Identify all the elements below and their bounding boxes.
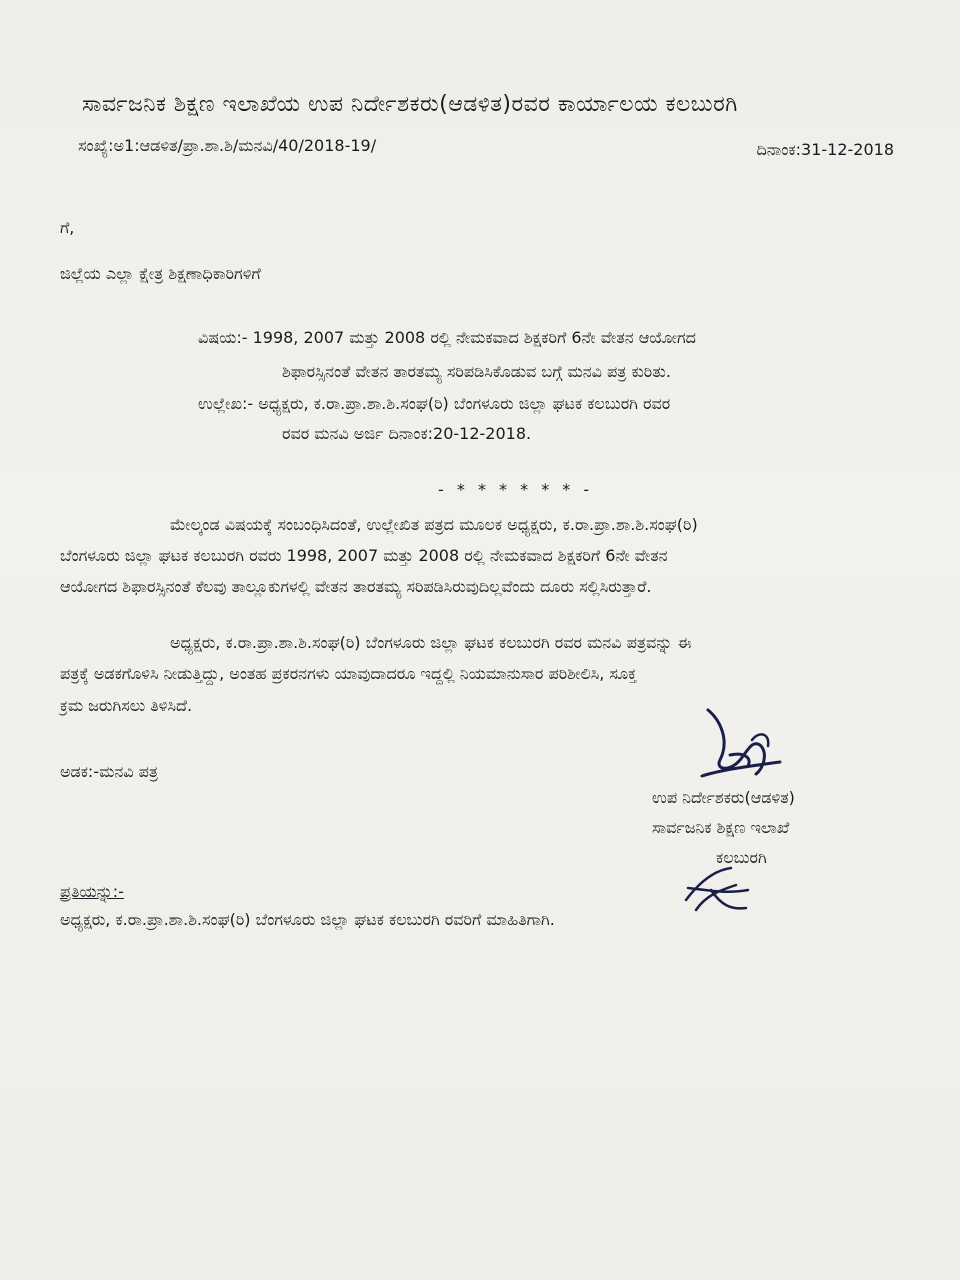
paragraph-2-line-2: ಪತ್ರಕ್ಕೆ ಅಡಕಗೊಳಿಸಿ ನೀಡುತ್ತಿದ್ದು, ಅಂತಹ ಪ್ರಕರನಗಳು ಯಾವುದಾದರೂ ಇದ್ದಲ್ಲಿ ನಿಯಮಾನುಸಾರ ಪರಿಶೀಲಿಸಿ, ಸೂಕ್ತ (60, 664, 637, 683)
copy-to-recipient: ಅಧ್ಯಕ್ಷರು, ಕ.ರಾ.ಪ್ರಾ.ಶಾ.ಶಿ.ಸಂಘ(ರಿ) ಬೆಂಗಳೂರು ಜಿಲ್ಲಾ ಘಟಕ ಕಲಬುರಗಿ ರವರಿಗೆ ಮಾಹಿತಿಗಾಗಿ. (60, 910, 555, 929)
signature-icon (690, 700, 790, 800)
enclosure: ಅಡಕ:-ಮನವಿ ಪತ್ರ (60, 762, 159, 781)
salutation: ಗೆ, (60, 218, 75, 237)
paragraph-1-line-1: ಮೇಲ್ಕಂಡ ವಿಷಯಕ್ಕೆ ಸಂಬಂಧಿಸಿದಂತೆ, ಉಲ್ಲೇಖಿತ ಪತ್ರದ ಮೂಲಕ ಅಧ್ಯಕ್ಷರು, ಕ.ರಾ.ಪ್ರಾ.ಶಾ.ಶಿ.ಸಂಘ(ರಿ) (170, 515, 698, 534)
paragraph-2-line-1: ಅಧ್ಯಕ್ಷರು, ಕ.ರಾ.ಪ್ರಾ.ಶಾ.ಶಿ.ಸಂಘ(ರಿ) ಬೆಂಗಳೂರು ಜಿಲ್ಲಾ ಘಟಕ ಕಲಬುರಗಿ ರವರ ಮನವಿ ಪತ್ರವನ್ನು ಈ (170, 633, 692, 652)
reference-line-2: ರವರ ಮನವಿ ಅರ್ಜಿ ದಿನಾಂಕ:20-12-2018. (282, 424, 532, 443)
paragraph-1-line-3: ಆಯೋಗದ ಶಿಫಾರಸ್ಸಿನಂತೆ ಕೆಲವು ತಾಲ್ಲೂಕುಗಳಲ್ಲಿ ವೇತನ ತಾರತಮ್ಯ ಸರಿಪಡಿಸಿರುವುದಿಲ್ಲವೆಂದು ದೂರು ಸಲ್ಲಿಸಿರುತ್ತಾರೆ. (60, 577, 652, 596)
letter-date: ದಿನಾಂಕ:31-12-2018 (756, 140, 894, 159)
recipient: ಜಿಲ್ಲೆಯ ಎಲ್ಲಾ ಕ್ಷೇತ್ರ ಶಿಕ್ಷಣಾಧಿಕಾರಿಗಳಿಗೆ (60, 264, 261, 283)
office-title: ಸಾರ್ವಜನಿಕ ಶಿಕ್ಷಣ ಇಲಾಖೆಯ ಉಪ ನಿರ್ದೇಶಕರು(ಆಡಳಿತ)ರವರ ಕಾರ್ಯಾಲಯ ಕಲಬುರಗಿ (82, 92, 738, 117)
initials-icon (676, 860, 756, 920)
paragraph-2-line-3: ಕ್ರಮ ಜರುಗಿಸಲು ತಿಳಿಸಿದೆ. (60, 696, 193, 715)
copy-to-label: ಪ್ರತಿಯನ್ನು:- (60, 882, 124, 901)
separator: - * * * * * * - (438, 480, 594, 499)
signatory-place: ಕಲಬುರಗಿ (716, 848, 767, 867)
subject-line-1: ವಿಷಯ:- 1998, 2007 ಮತ್ತು 2008 ರಲ್ಲಿ ನೇಮಕವಾದ ಶಿಕ್ಷಕರಿಗೆ 6ನೇ ವೇತನ ಆಯೋಗದ (198, 328, 696, 347)
reference-line-1: ಉಲ್ಲೇಖ:- ಅಧ್ಯಕ್ಷರು, ಕ.ರಾ.ಪ್ರಾ.ಶಾ.ಶಿ.ಸಂಘ(ರಿ) ಬೆಂಗಳೂರು ಜಿಲ್ಲಾ ಘಟಕ ಕಲಬುರಗಿ ರವರ (198, 394, 671, 413)
subject-line-2: ಶಿಫಾರಸ್ಸಿನಂತೆ ವೇತನ ತಾರತಮ್ಯ ಸರಿಪಡಿಸಿಕೊಡುವ ಬಗ್ಗೆ ಮನವಿ ಪತ್ರ ಕುರಿತು. (282, 362, 671, 381)
signatory-department: ಸಾರ್ವಜನಿಕ ಶಿಕ್ಷಣ ಇಲಾಖೆ (652, 818, 790, 837)
signatory-designation: ಉಪ ನಿರ್ದೇಶಕರು(ಆಡಳಿತ) (652, 788, 795, 807)
reference-number: ಸಂಖ್ಯೆ:ಅ1:ಆಡಳಿತ/ಪ್ರಾ.ಶಾ.ಶಿ/ಮನವಿ/40/2018-19/ (78, 136, 377, 155)
paragraph-1-line-2: ಬೆಂಗಳೂರು ಜಿಲ್ಲಾ ಘಟಕ ಕಲಬುರಗಿ ರವರು 1998, 2007 ಮತ್ತು 2008 ರಲ್ಲಿ ನೇಮಕವಾದ ಶಿಕ್ಷಕರಿಗೆ 6ನೇ ವೇತನ (60, 546, 668, 565)
